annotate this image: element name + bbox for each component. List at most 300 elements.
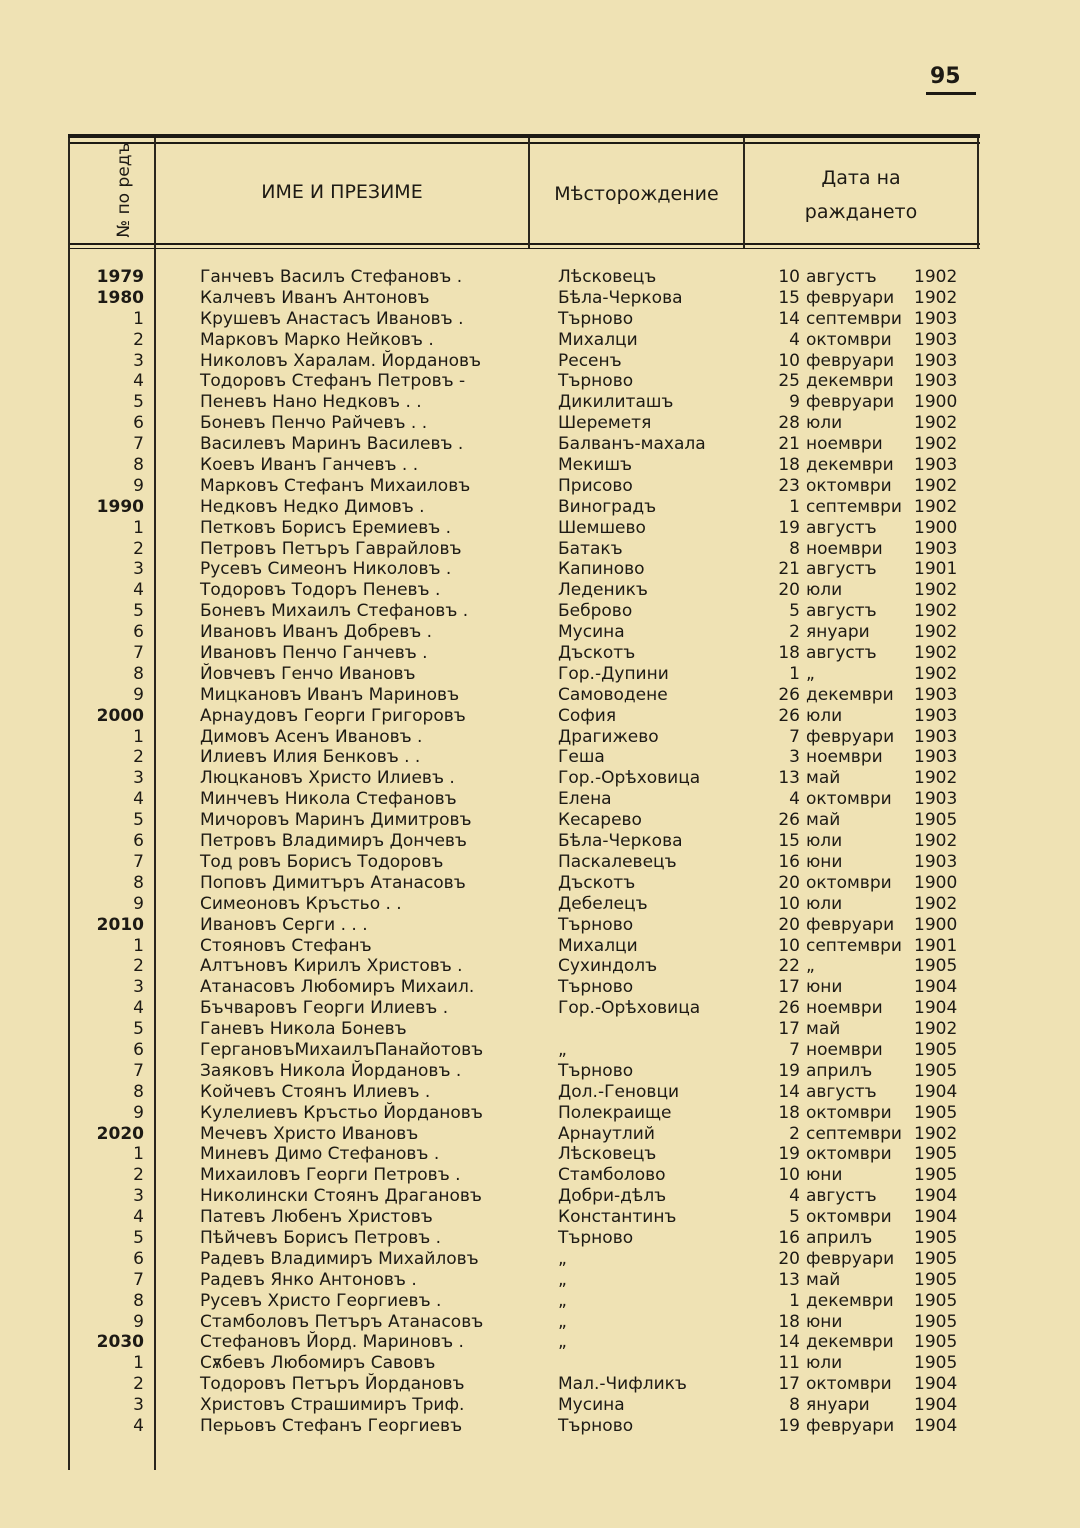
- row-birth-day: 10: [778, 1165, 800, 1186]
- row-name: Петровъ Владимиръ Дончевъ: [200, 831, 467, 852]
- row-name: Минчевъ Никола Стефановъ: [200, 789, 457, 810]
- row-birth-year: 1905: [914, 1248, 958, 1269]
- row-birth-day: 15: [778, 287, 800, 308]
- row-birthplace: Добри-дѣлъ: [558, 1186, 667, 1207]
- row-name: Стефановъ Йорд. Мариновъ .: [200, 1332, 464, 1353]
- header-no: [78, 140, 148, 244]
- row-name: Димовъ Асенъ Ивановъ .: [200, 726, 423, 747]
- row-number: 8: [133, 455, 144, 476]
- row-name: Русевъ Христо Георгиевъ .: [200, 1290, 442, 1311]
- row-number: 6: [133, 1248, 144, 1269]
- row-name: Радевъ Владимиръ Михайловъ: [200, 1248, 479, 1269]
- row-birthplace: Михалци: [558, 329, 638, 350]
- row-name: Ивановъ Серги . . .: [200, 914, 368, 935]
- row-birth-month: августъ: [806, 1081, 877, 1102]
- row-name: Боневъ Михаилъ Стефановъ .: [200, 601, 469, 622]
- table-row: [72, 497, 980, 518]
- row-name: Мечевъ Христо Ивановъ: [200, 1123, 419, 1144]
- table-row: [72, 1207, 980, 1228]
- row-name: Патевъ Любенъ Христовъ: [200, 1207, 433, 1228]
- row-birth-year: 1904: [914, 1395, 958, 1416]
- row-number: 7: [133, 1269, 144, 1290]
- row-birth-day: 26: [778, 810, 800, 831]
- row-number: 9: [133, 1102, 144, 1123]
- row-birth-month: августъ: [806, 267, 877, 287]
- row-birth-month: юли: [806, 831, 843, 852]
- row-number: 2: [133, 956, 144, 977]
- row-birth-day: 13: [778, 768, 800, 789]
- table-row: [72, 539, 980, 560]
- table-row: [72, 1061, 980, 1082]
- row-birth-month: май: [806, 1019, 841, 1040]
- row-birth-year: 1900: [914, 872, 958, 893]
- row-birth-day: 25: [778, 371, 800, 392]
- row-birthplace: Мусина: [558, 1395, 625, 1416]
- row-birth-month: августъ: [806, 517, 877, 538]
- row-name: ГергановъМихаилъПанайотовъ: [200, 1039, 484, 1060]
- row-birth-day: 16: [778, 1227, 800, 1248]
- table-row: [72, 1082, 980, 1103]
- row-birth-day: 5: [789, 1207, 800, 1228]
- table-row: [72, 706, 980, 727]
- row-birth-year: 1905: [914, 1102, 958, 1123]
- table-row: [72, 1103, 980, 1124]
- table-row: [72, 434, 980, 455]
- row-number: 2020: [96, 1123, 144, 1144]
- row-name: Христовъ Страшимиръ Триф.: [200, 1395, 465, 1416]
- row-birth-day: 28: [778, 413, 800, 434]
- row-birth-day: 19: [778, 1060, 800, 1081]
- row-birth-year: 1902: [914, 643, 958, 664]
- row-birth-year: 1903: [914, 684, 958, 705]
- row-birth-month: октомври: [806, 1144, 892, 1165]
- row-birth-month: май: [806, 810, 841, 831]
- row-birth-month: юли: [806, 1353, 843, 1374]
- row-birth-month: януари: [806, 622, 870, 643]
- row-birthplace: Арнаутлий: [558, 1123, 655, 1144]
- row-birth-month: февруари: [806, 1248, 895, 1269]
- row-number: 5: [133, 810, 144, 831]
- row-name: Крушевъ Анастасъ Ивановъ .: [200, 308, 464, 329]
- row-birth-year: 1903: [914, 308, 958, 329]
- row-number: 1979: [96, 267, 144, 287]
- row-name: Алтъновъ Кирилъ Христовъ .: [200, 956, 463, 977]
- row-birth-month: декември: [806, 371, 894, 392]
- table-row: [72, 1040, 980, 1061]
- row-birth-day: 4: [789, 1186, 800, 1207]
- row-birth-day: 11: [778, 1353, 800, 1374]
- table-row: [72, 1249, 980, 1270]
- table-row: [72, 1270, 980, 1291]
- row-name: Петковъ Борисъ Еремиевъ .: [200, 517, 452, 538]
- row-birth-day: 8: [789, 1395, 800, 1416]
- row-birth-year: 1903: [914, 747, 958, 768]
- row-birth-month: юли: [806, 893, 843, 914]
- row-birth-month: декември: [806, 1290, 894, 1311]
- row-birth-year: 1904: [914, 1415, 958, 1436]
- row-birthplace: Гор.-Орѣховица: [558, 998, 701, 1019]
- row-number: 4: [133, 998, 144, 1019]
- row-birthplace: Шемшево: [558, 517, 646, 538]
- row-name: Боневъ Пенчо Райчевъ . .: [200, 413, 428, 434]
- table-row: [72, 1019, 980, 1040]
- table-row: [72, 1144, 980, 1165]
- row-birthplace: Мекишъ: [558, 455, 633, 476]
- row-birth-year: 1903: [914, 371, 958, 392]
- row-birth-year: 1905: [914, 1311, 958, 1332]
- row-birthplace: Кесарево: [558, 810, 642, 831]
- row-birth-year: 1904: [914, 1186, 958, 1207]
- row-birth-year: 1902: [914, 893, 958, 914]
- table-row: [72, 580, 980, 601]
- row-birth-month: октомври: [806, 475, 892, 496]
- row-birth-day: 1: [789, 663, 800, 684]
- row-number: 3: [133, 350, 144, 371]
- table-row: [72, 413, 980, 434]
- row-name: Йовчевъ Генчо Ивановъ: [200, 663, 416, 684]
- header-birthdate-line1: Дата на: [821, 167, 901, 189]
- row-birth-month: ноември: [806, 1039, 883, 1060]
- table-row: [72, 768, 980, 789]
- table-row: [72, 1395, 980, 1416]
- row-birth-month: юни: [806, 1311, 843, 1332]
- row-number: 9: [133, 1311, 144, 1332]
- row-birth-month: септември: [806, 308, 902, 329]
- page-number: 95: [930, 64, 961, 89]
- row-birth-day: 18: [778, 455, 800, 476]
- row-name: Симеоновъ Кръстьо . .: [200, 893, 402, 914]
- table-row: [72, 1374, 980, 1395]
- row-birth-month: февруари: [806, 392, 895, 413]
- row-number: 1: [133, 1144, 144, 1165]
- table-row: [72, 518, 980, 539]
- row-number: 1990: [96, 496, 144, 517]
- row-birth-day: 21: [778, 434, 800, 455]
- header-name-label: ИМЕ И ПРЕЗИМЕ: [261, 181, 423, 203]
- row-birthplace: „: [558, 1269, 567, 1290]
- row-birthplace: Бѣла-Черкова: [558, 287, 683, 308]
- row-number: 3: [133, 559, 144, 580]
- row-birth-day: 3: [789, 747, 800, 768]
- row-birthplace: Виноградъ: [558, 496, 657, 517]
- row-name: Стамболовъ Петъръ Атанасовъ: [200, 1311, 484, 1332]
- row-number: 1: [133, 935, 144, 956]
- row-number: 1: [133, 308, 144, 329]
- row-birth-day: 20: [778, 1248, 800, 1269]
- row-name: Илиевъ Илия Бенковъ . .: [200, 747, 421, 768]
- row-birth-month: септември: [806, 1123, 902, 1144]
- row-birth-month: октомври: [806, 329, 892, 350]
- row-birth-day: 9: [789, 392, 800, 413]
- row-name: Заяковъ Никола Йордановъ .: [200, 1060, 462, 1081]
- row-number: 9: [133, 475, 144, 496]
- row-name: Перьовъ Стефанъ Георгиевъ: [200, 1415, 463, 1436]
- row-number: 9: [133, 893, 144, 914]
- row-name: Сѫбевъ Любомиръ Савовъ: [200, 1353, 436, 1374]
- row-number: 2: [133, 747, 144, 768]
- header-birthdate-line2: раждането: [804, 201, 918, 223]
- row-number: 4: [133, 789, 144, 810]
- table-row: [72, 1228, 980, 1249]
- column-divider: [68, 138, 70, 1470]
- row-number: 1: [133, 726, 144, 747]
- header-bottom-rule-thin: [68, 248, 980, 249]
- row-birth-year: 1905: [914, 1227, 958, 1248]
- row-birthplace: Леденикъ: [558, 580, 648, 601]
- row-birth-day: 26: [778, 684, 800, 705]
- row-name: Петровъ Петъръ Гаврайловъ: [200, 538, 462, 559]
- row-birth-month: августъ: [806, 601, 877, 622]
- row-birth-year: 1905: [914, 1269, 958, 1290]
- row-birth-year: 1905: [914, 1144, 958, 1165]
- table-row: [72, 727, 980, 748]
- row-birth-month: ноември: [806, 998, 883, 1019]
- row-birthplace: „: [558, 1332, 567, 1353]
- row-birth-year: 1902: [914, 580, 958, 601]
- row-number: 4: [133, 1415, 144, 1436]
- row-birthplace: Лѣсковецъ: [558, 267, 657, 287]
- row-number: 4: [133, 580, 144, 601]
- row-birth-day: 26: [778, 705, 800, 726]
- row-number: 6: [133, 831, 144, 852]
- row-birth-month: декември: [806, 455, 894, 476]
- row-birth-month: февруари: [806, 287, 895, 308]
- row-birthplace: Драгижево: [558, 726, 659, 747]
- row-name: Атанасовъ Любомиръ Михаил.: [200, 977, 475, 998]
- row-birth-year: 1903: [914, 538, 958, 559]
- row-birth-day: 10: [778, 267, 800, 287]
- table-row: [72, 371, 980, 392]
- row-birth-day: 1: [789, 496, 800, 517]
- row-number: 9: [133, 684, 144, 705]
- row-birth-month: юни: [806, 851, 843, 872]
- row-number: 8: [133, 872, 144, 893]
- row-birth-year: 1902: [914, 475, 958, 496]
- table-row: [72, 476, 980, 497]
- header-name: [156, 144, 528, 240]
- row-name: Михаиловъ Георги Петровъ .: [200, 1165, 461, 1186]
- row-name: Ганчевъ Василъ Стефановъ .: [200, 267, 463, 287]
- row-birth-month: ноември: [806, 434, 883, 455]
- row-birth-day: 17: [778, 1019, 800, 1040]
- row-number: 6: [133, 622, 144, 643]
- row-name: Марковъ Стефанъ Михаиловъ: [200, 475, 471, 496]
- row-birth-month: априлъ: [806, 1227, 873, 1248]
- row-birth-year: 1903: [914, 789, 958, 810]
- row-birth-month: февруари: [806, 1415, 895, 1436]
- row-birth-day: 19: [778, 517, 800, 538]
- table-row: [72, 351, 980, 372]
- row-birthplace: Дебелецъ: [558, 893, 648, 914]
- row-name: Коевъ Иванъ Ганчевъ . .: [200, 455, 419, 476]
- header-no-label: № по редъ: [114, 142, 134, 238]
- row-birth-day: 7: [789, 726, 800, 747]
- row-birth-month: октомври: [806, 872, 892, 893]
- table-row: [72, 831, 980, 852]
- page-number-underline: [926, 92, 976, 95]
- table-row: [72, 559, 980, 580]
- row-birthplace: Паскалевецъ: [558, 851, 677, 872]
- row-birthplace: Полекраище: [558, 1102, 672, 1123]
- row-birthplace: Дъскотъ: [558, 872, 636, 893]
- row-birth-day: 23: [778, 475, 800, 496]
- row-number: 5: [133, 1019, 144, 1040]
- row-birthplace: Константинъ: [558, 1207, 677, 1228]
- row-number: 4: [133, 371, 144, 392]
- row-birth-year: 1902: [914, 1019, 958, 1040]
- table-row: [72, 1165, 980, 1186]
- row-birth-year: 1903: [914, 726, 958, 747]
- row-birthplace: Балванъ-махала: [558, 434, 706, 455]
- row-number: 6: [133, 413, 144, 434]
- table-row: [72, 936, 980, 957]
- table-row: [72, 1291, 980, 1312]
- row-birth-year: 1903: [914, 329, 958, 350]
- row-birth-year: 1902: [914, 768, 958, 789]
- row-name: Тодоровъ Тодоръ Пеневъ .: [200, 580, 441, 601]
- row-name: Мичоровъ Маринъ Димитровъ: [200, 810, 472, 831]
- table-top-rule: [68, 134, 980, 138]
- row-birth-year: 1903: [914, 705, 958, 726]
- row-birth-year: 1905: [914, 1353, 958, 1374]
- row-number: 8: [133, 1290, 144, 1311]
- row-birthplace: Стамболово: [558, 1165, 666, 1186]
- row-number: 1980: [96, 287, 144, 308]
- row-name: Мицкановъ Иванъ Мариновъ: [200, 684, 460, 705]
- row-number: 5: [133, 392, 144, 413]
- table-row: [72, 330, 980, 351]
- row-birth-month: май: [806, 1269, 841, 1290]
- row-birthplace: Сухиндолъ: [558, 956, 658, 977]
- row-birthplace: Бѣла-Черкова: [558, 831, 683, 852]
- row-name: Русевъ Симеонъ Николовъ .: [200, 559, 452, 580]
- row-number: 8: [133, 663, 144, 684]
- row-birth-day: 10: [778, 935, 800, 956]
- row-birth-month: февруари: [806, 914, 895, 935]
- row-birth-day: 5: [789, 601, 800, 622]
- row-birth-day: 7: [789, 1039, 800, 1060]
- row-birth-month: декември: [806, 684, 894, 705]
- row-number: 7: [133, 643, 144, 664]
- row-birth-month: декември: [806, 1332, 894, 1353]
- row-birth-day: 22: [778, 956, 800, 977]
- row-birthplace: Капиново: [558, 559, 645, 580]
- table-row: [72, 977, 980, 998]
- row-birth-day: 20: [778, 914, 800, 935]
- row-birthplace: Търново: [558, 1227, 634, 1248]
- row-birth-month: „: [806, 663, 815, 684]
- row-birth-day: 10: [778, 893, 800, 914]
- row-birth-year: 1904: [914, 977, 958, 998]
- row-birth-month: юни: [806, 977, 843, 998]
- row-birth-year: 1902: [914, 267, 958, 287]
- row-birth-day: 18: [778, 643, 800, 664]
- row-birth-year: 1904: [914, 1081, 958, 1102]
- table-row: [72, 1124, 980, 1145]
- row-birth-year: 1905: [914, 1165, 958, 1186]
- row-birth-month: септември: [806, 496, 902, 517]
- row-birth-day: 2: [789, 622, 800, 643]
- table-row: [72, 601, 980, 622]
- row-birth-month: февруари: [806, 350, 895, 371]
- table-row: [72, 1416, 980, 1437]
- row-name: Ганевъ Никола Боневъ: [200, 1019, 407, 1040]
- table-row: [72, 789, 980, 810]
- row-birth-year: 1903: [914, 350, 958, 371]
- row-birth-day: 18: [778, 1102, 800, 1123]
- row-number: 2: [133, 1374, 144, 1395]
- row-birthplace: Присово: [558, 475, 633, 496]
- table-body: [72, 267, 980, 1437]
- row-birth-month: октомври: [806, 1102, 892, 1123]
- row-birthplace: Гор.-Дупини: [558, 663, 669, 684]
- column-divider: [977, 138, 979, 248]
- row-number: 3: [133, 977, 144, 998]
- row-number: 5: [133, 601, 144, 622]
- row-birthplace: Търново: [558, 914, 634, 935]
- row-number: 2: [133, 538, 144, 559]
- row-birth-year: 1902: [914, 831, 958, 852]
- row-number: 2: [133, 329, 144, 350]
- row-birth-year: 1905: [914, 1060, 958, 1081]
- row-birth-year: 1904: [914, 1207, 958, 1228]
- row-birth-month: октомври: [806, 1374, 892, 1395]
- row-birthplace: Дъскотъ: [558, 643, 636, 664]
- row-name: Николовъ Харалам. Йордановъ: [200, 350, 482, 371]
- row-birth-year: 1902: [914, 287, 958, 308]
- row-birth-year: 1902: [914, 1123, 958, 1144]
- row-birthplace: Шереметя: [558, 413, 652, 434]
- row-name: Тодоровъ Стефанъ Петровъ -: [200, 371, 466, 392]
- table-row: [72, 915, 980, 936]
- row-birth-year: 1900: [914, 517, 958, 538]
- row-birthplace: „: [558, 1039, 567, 1060]
- row-birth-year: 1902: [914, 434, 958, 455]
- row-name: Койчевъ Стоянъ Илиевъ .: [200, 1081, 431, 1102]
- row-birth-month: октомври: [806, 1207, 892, 1228]
- row-name: Ивановъ Иванъ Добревъ .: [200, 622, 433, 643]
- row-birth-day: 2: [789, 1123, 800, 1144]
- table-row: [72, 747, 980, 768]
- row-name: Радевъ Янко Антоновъ .: [200, 1269, 417, 1290]
- row-birthplace: Лѣсковецъ: [558, 1144, 657, 1165]
- row-birthplace: София: [558, 705, 617, 726]
- table-row: [72, 894, 980, 915]
- row-birth-day: 14: [778, 1332, 800, 1353]
- row-birth-year: 1905: [914, 810, 958, 831]
- row-birth-day: 17: [778, 1374, 800, 1395]
- row-number: 3: [133, 768, 144, 789]
- row-name: Арнаудовъ Георги Григоровъ: [200, 705, 466, 726]
- row-birth-year: 1901: [914, 935, 958, 956]
- table-row: [72, 852, 980, 873]
- row-name: Миневъ Димо Стефановъ .: [200, 1144, 440, 1165]
- row-birthplace: Търново: [558, 308, 634, 329]
- table-row: [72, 810, 980, 831]
- row-number: 2: [133, 1165, 144, 1186]
- row-number: 2030: [96, 1332, 144, 1353]
- row-birthplace: „: [558, 1311, 567, 1332]
- row-birth-year: 1905: [914, 1039, 958, 1060]
- row-birth-month: юли: [806, 705, 843, 726]
- row-birthplace: Мал.-Чифликъ: [558, 1374, 687, 1395]
- row-number: 7: [133, 1060, 144, 1081]
- row-birth-year: 1902: [914, 496, 958, 517]
- table-row: [72, 664, 980, 685]
- table-row: [72, 643, 980, 664]
- row-birth-day: 18: [778, 1311, 800, 1332]
- row-birth-month: августъ: [806, 643, 877, 664]
